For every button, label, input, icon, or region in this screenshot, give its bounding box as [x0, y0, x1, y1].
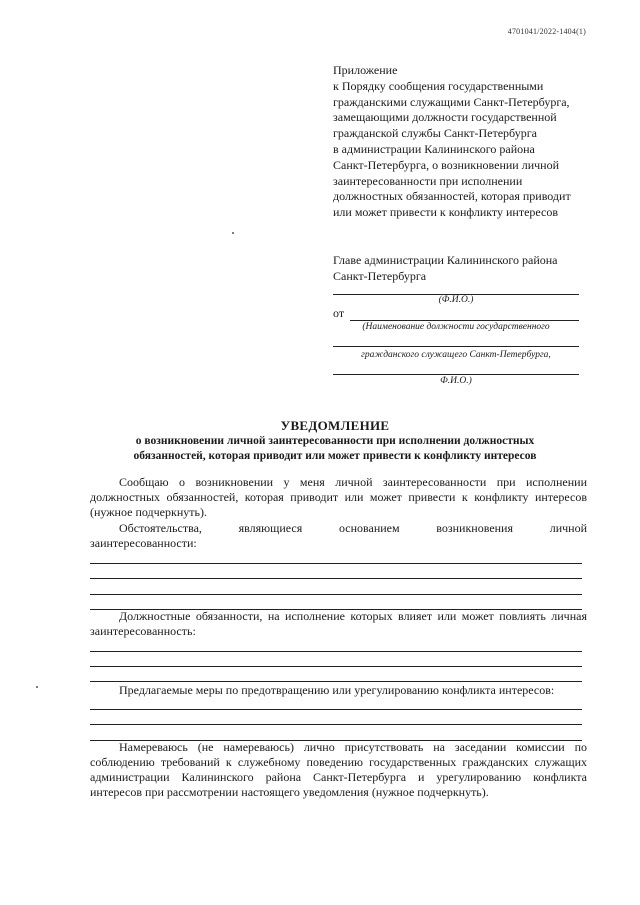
circumstances-label-line: Обстоятельства, являющиеся основанием возникновения личной [119, 521, 587, 535]
duties-paragraph: Должностные обязанности, на исполнение которых влияет или может повлиять личная заинтересованность: [90, 609, 587, 638]
measures-fill-line[interactable] [90, 724, 582, 725]
document-title: УВЕДОМЛЕНИЕ [280, 418, 390, 433]
appendix-line: гражданскими служащими Санкт-Петербурга, [333, 94, 570, 109]
head-fio-field[interactable] [333, 294, 579, 305]
appendix-line: гражданской службы Санкт-Петербурга [333, 126, 537, 141]
scan-speck [232, 232, 234, 234]
measures-fill-line[interactable] [90, 709, 582, 710]
from-label: от [333, 306, 345, 320]
appendix-line: к Порядку сообщения государственными [333, 78, 544, 93]
sender-position-field-2[interactable] [333, 346, 579, 347]
circumstances-fill-line[interactable] [90, 578, 582, 579]
appendix-block [333, 63, 593, 221]
duties-fill-line[interactable] [90, 681, 582, 682]
duties-fill-line[interactable] [90, 651, 582, 652]
sender-position-field[interactable] [350, 320, 579, 321]
document-subtitle [95, 434, 575, 463]
attendance-paragraph: Намереваюсь (не намереваюсь) лично присутствовать на заседании комиссии по соблюдению требований к служебному поведению государственных гражданских служащих администрации Калининского района Санкт-Петербурга и урегулированию конфликта интересов при рассмотрении настоящего уведомления (нужное подчеркнуть). [90, 740, 587, 799]
sender-fio-field[interactable] [333, 374, 579, 375]
measures-paragraph: Предлагаемые меры по предотвращению или урегулированию конфликта интересов: [119, 683, 555, 697]
circumstances-label-end: заинтересованности: [90, 536, 197, 550]
appendix-line: Санкт-Петербурга, о возникновении личной [333, 157, 560, 172]
circumstances-fill-line[interactable] [90, 563, 582, 564]
position-caption-1: (Наименование должности государственного [362, 322, 550, 332]
appendix-line: или может привести к конфликту интересов [333, 205, 559, 220]
appendix-line: заинтересованности при исполнении [333, 173, 523, 188]
addressee-line: Санкт-Петербурга [333, 268, 427, 283]
scan-speck [36, 686, 38, 688]
sender-fio-line [333, 374, 579, 375]
appendix-line: должностных обязанностей, которая приводит [333, 189, 571, 204]
appendix-line: замещающими должности государственной [333, 110, 557, 125]
circumstances-fill-line[interactable] [90, 594, 582, 595]
duties-fill-line[interactable] [90, 666, 582, 667]
appendix-line: Приложение [333, 63, 398, 77]
head-fio-caption: (Ф.И.О.) [438, 295, 474, 305]
addressee-line: Главе администрации Калининского района [333, 253, 558, 267]
addressee-block [333, 253, 583, 285]
notification-paragraph: Сообщаю о возникновении у меня личной заинтересованности при исполнении должностных обязанностей, которая приводит или может привести к конфликту интересов (нужное подчеркнуть). [90, 475, 587, 519]
subtitle-line-1: о возникновении личной заинтересованности при исполнении должностных [135, 435, 535, 447]
document-number: 4701041/2022-1404(1) [507, 27, 586, 36]
appendix-line: в администрации Калининского района [333, 141, 535, 156]
subtitle-line-2: обязанностей, которая приводит или может привести к конфликту интересов [133, 449, 537, 462]
sender-position-line-2 [333, 346, 579, 347]
position-caption-2: гражданского служащего Санкт-Петербурга, [361, 350, 551, 360]
sender-position-line [350, 320, 579, 321]
sender-fio-caption: Ф.И.О.) [440, 376, 472, 386]
